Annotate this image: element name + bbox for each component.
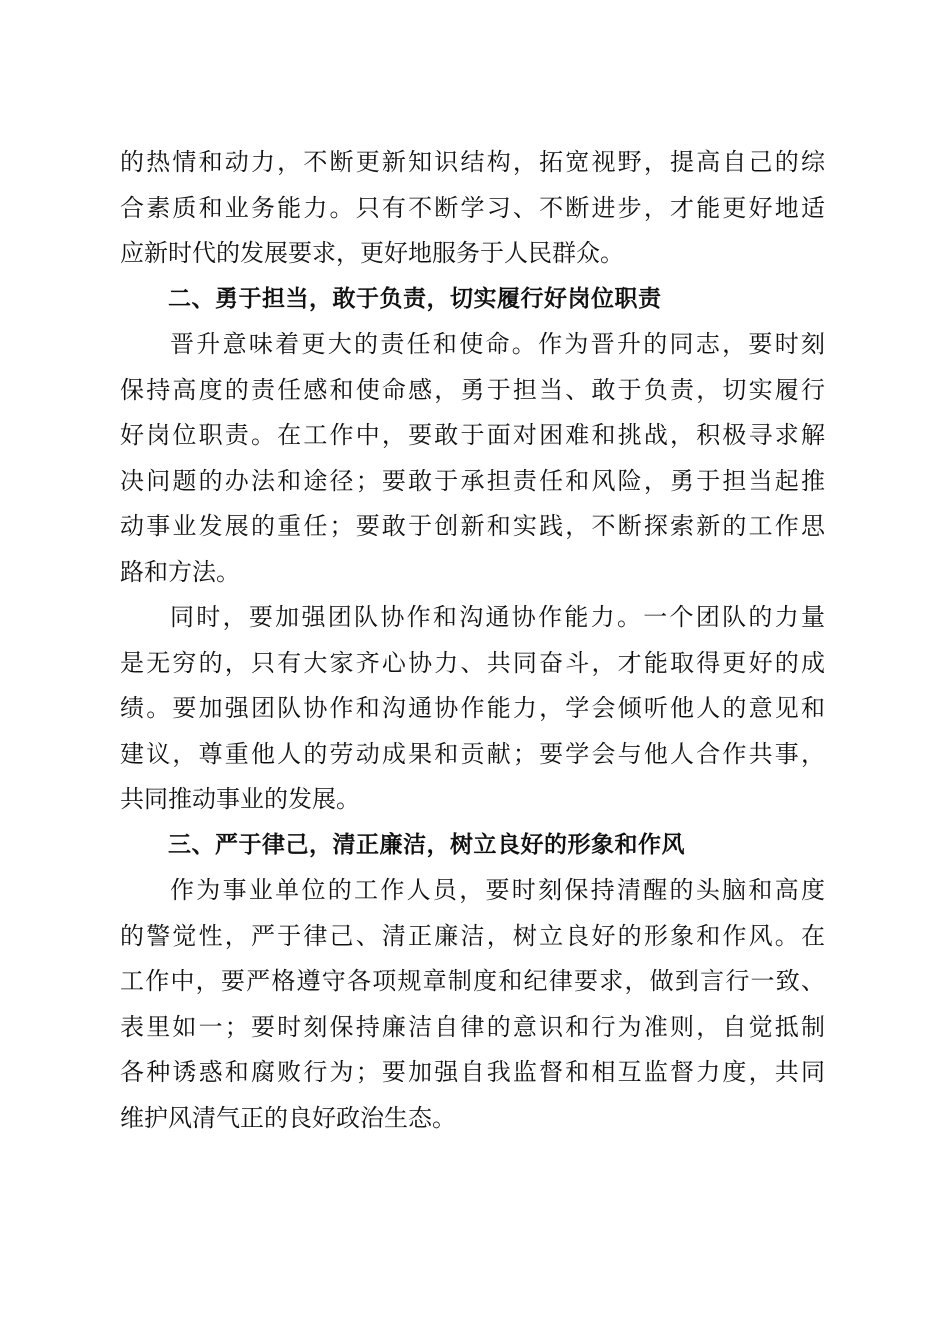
- text-line: 共同推动事业的发展。: [120, 785, 360, 813]
- text-line: 合素质和业务能力。只有不断学习、不断进步，才能更好地适: [120, 193, 825, 222]
- text-line: 决问题的办法和途径；要敢于承担责任和风险，勇于担当起推: [120, 466, 825, 495]
- text-line: 动事业发展的重任；要敢于创新和实践，不断探索新的工作思: [120, 512, 825, 540]
- section-heading-3: 三、严于律己，清正廉洁，树立良好的形象和作风: [168, 831, 685, 858]
- text-line: 作为事业单位的工作人员，要时刻保持清醒的头脑和高度: [170, 876, 825, 904]
- text-line: 各种诱惑和腐败行为；要加强自我监督和相互监督力度，共同: [120, 1058, 825, 1086]
- text-line: 路和方法。: [120, 557, 240, 586]
- text-line: 绩。要加强团队协作和沟通协作能力，学会倾听他人的意见和: [120, 694, 825, 722]
- text-line: 好岗位职责。在工作中，要敢于面对困难和挑战，积极寻求解: [120, 421, 825, 449]
- paragraph-2: [120, 322, 825, 595]
- section-heading-2: 二、勇于担当，敢于负责，切实履行好岗位职责: [168, 285, 662, 312]
- paragraph-1: [120, 140, 825, 277]
- text-line: 维护风清气正的良好政治生态。: [120, 1103, 456, 1132]
- text-line: 的警觉性，严于律己、清正廉洁，树立良好的形象和作风。在: [120, 921, 825, 950]
- text-line: 晋升意味着更大的责任和使命。作为晋升的同志，要时刻: [170, 330, 825, 358]
- document-body: [120, 140, 825, 1141]
- paragraph-3: [120, 595, 825, 823]
- text-line: 是无穷的，只有大家齐心协力、共同奋斗，才能取得更好的成: [120, 648, 825, 677]
- paragraph-4: [120, 868, 825, 1141]
- text-line: 同时，要加强团队协作和沟通协作能力。一个团队的力量: [170, 603, 825, 631]
- text-line: 表里如一；要时刻保持廉洁自律的意识和行为准则，自觉抵制: [120, 1012, 825, 1041]
- text-line: 的热情和动力，不断更新知识结构，拓宽视野，提高自己的综: [120, 148, 825, 176]
- text-line: 建议，尊重他人的劳动成果和贡献；要学会与他人合作共事，: [120, 739, 825, 768]
- text-line: 工作中，要严格遵守各项规章制度和纪律要求，做到言行一致、: [120, 967, 825, 995]
- text-line: 保持高度的责任感和使命感，勇于担当、敢于负责，切实履行: [120, 375, 825, 404]
- text-line: 应新时代的发展要求，更好地服务于人民群众。: [120, 239, 624, 267]
